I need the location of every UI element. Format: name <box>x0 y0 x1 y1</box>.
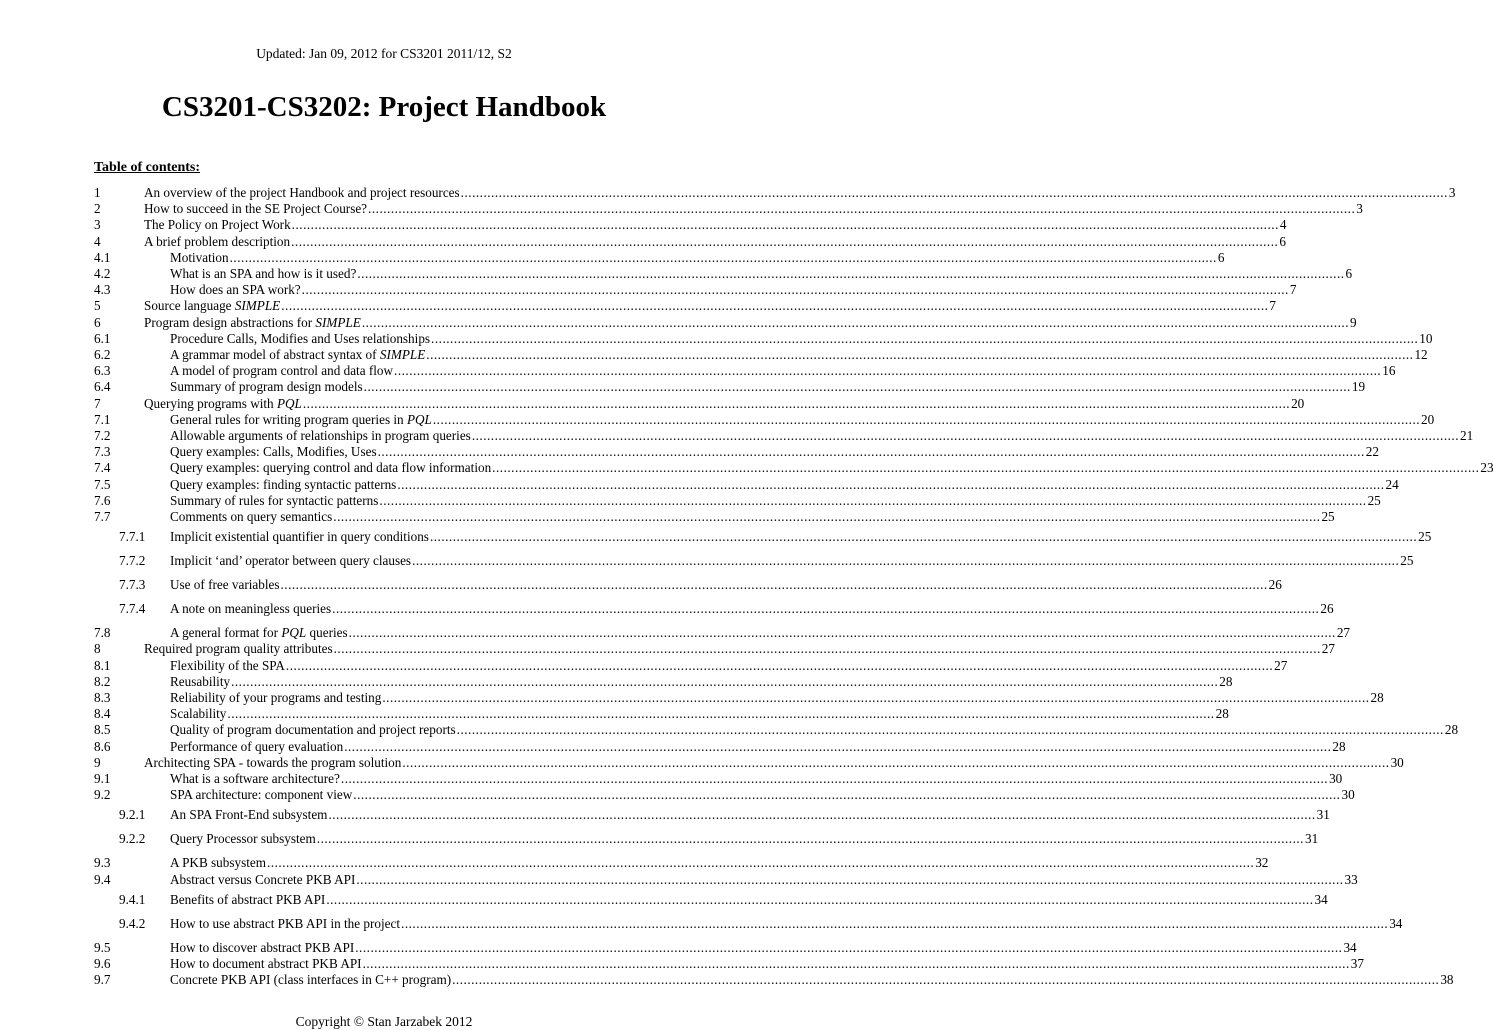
toc-entry-line <box>170 411 1435 428</box>
toc-entry-title: Abstract versus Concrete PKB API <box>170 871 356 887</box>
toc-entry-title: How does an SPA work? <box>170 282 301 298</box>
page-title: CS3201-CS3202: Project Handbook <box>161 91 607 123</box>
toc-entry-title: Reliability of your programs and testing <box>170 690 382 705</box>
toc-leader-dots: .................................................................................................................................................................................................................................................................... <box>328 807 1316 823</box>
toc-entry-number: 7.8 <box>94 625 111 641</box>
toc-page-number: 30 <box>1341 787 1355 803</box>
toc-page-number: 33 <box>1344 871 1358 887</box>
toc-entry-title: How to document abstract PKB API <box>170 956 362 971</box>
toc-entry-number: 4.2 <box>94 266 111 281</box>
toc-entry-title: Concrete PKB API (class interfaces in C++ program) <box>170 972 452 988</box>
toc-entry-title: SPA architecture: component view <box>170 787 353 803</box>
toc-leader-dots: .................................................................................................................................................................................................................................................................... <box>492 460 1480 476</box>
toc-entry-title: The Policy on Project Work <box>144 217 291 233</box>
toc-entry-number: 9.3 <box>94 855 111 871</box>
toc-entry-title: Procedure Calls, Modifies and Uses relationships <box>170 330 431 346</box>
toc-page-number: 30 <box>1329 771 1343 786</box>
toc-entry-title: Quality of program documentation and project reports <box>170 722 456 738</box>
toc-page-number: 28 <box>1215 706 1229 722</box>
toc-page-number: 10 <box>1419 330 1433 346</box>
toc-entry-number: 4.1 <box>94 249 111 265</box>
toc-entry-title: Implicit ‘and’ operator between query clauses <box>170 553 412 569</box>
toc-entry-title: A brief problem description <box>144 233 291 249</box>
toc-leader-dots: .................................................................................................................................................................................................................................................................... <box>412 553 1400 569</box>
toc-page-number: 24 <box>1385 476 1399 492</box>
toc-leader-dots: .................................................................................................................................................................................................................................................................... <box>340 771 1329 786</box>
toc-entry-number: 9.5 <box>94 939 111 955</box>
toc-entry-number: 9.2.1 <box>119 807 146 823</box>
toc-entry-number: 8.5 <box>94 722 111 738</box>
toc-entry-title: Query examples: finding syntactic patterns <box>170 476 397 492</box>
toc-entry-number: 7.6 <box>94 492 111 508</box>
toc-page-number: 12 <box>1414 347 1428 362</box>
toc-leader-dots: .................................................................................................................................................................................................................................................................... <box>379 492 1367 508</box>
toc-entry-title: A grammar model of abstract syntax of SIMPLE <box>170 347 426 362</box>
toc-entry-title: Comments on query semantics <box>170 509 333 524</box>
toc-page-number: 34 <box>1343 939 1357 955</box>
toc-entry-line <box>170 577 1282 593</box>
toc-entry-title: A PKB subsystem <box>170 855 266 871</box>
toc-page-number: 9 <box>1350 314 1357 330</box>
toc-entry-number: 4 <box>94 233 101 249</box>
toc-page-number: 28 <box>1444 722 1459 738</box>
toc-entry-line <box>170 831 1319 847</box>
toc-entry-line <box>170 625 1351 641</box>
toc-entry-line <box>170 855 1269 871</box>
toc-entry-line <box>170 444 1379 460</box>
toc-entry-number: 1 <box>94 185 101 200</box>
toc-leader-dots: .................................................................................................................................................................................................................................................................... <box>394 363 1382 379</box>
toc-entry-number: 9.1 <box>94 771 111 786</box>
toc-entry-line <box>170 807 1330 823</box>
toc-entry-title: Scalability <box>170 706 227 722</box>
toc-entry-number: 8.4 <box>94 706 111 722</box>
toc-entry-number: 7.7.4 <box>119 601 146 617</box>
toc-entry-title: Source language SIMPLE <box>144 298 281 314</box>
toc-entry-line <box>170 972 1454 988</box>
toc-entry-title: Program design abstractions for SIMPLE <box>144 314 361 330</box>
toc-page-number: 20 <box>1291 395 1305 411</box>
toc-entry-title: How to succeed in the SE Project Course? <box>144 201 368 217</box>
toc-entry-number: 8.2 <box>94 673 111 689</box>
toc-leader-dots: .................................................................................................................................................................................................................................................................... <box>280 577 1268 593</box>
toc-entry-line <box>170 738 1346 755</box>
toc-entry-title: Summary of rules for syntactic patterns <box>170 492 379 508</box>
toc-entry-line <box>144 314 1357 331</box>
toc-entry-title: Performance of query evaluation <box>170 738 344 754</box>
toc-page-number: 3 <box>1448 185 1456 200</box>
toc-leader-dots: .................................................................................................................................................................................................................................................................... <box>231 673 1219 689</box>
toc-leader-dots: .................................................................................................................................................................................................................................................................... <box>426 347 1414 362</box>
toc-entry-line <box>170 529 1432 545</box>
toc-leader-dots: .................................................................................................................................................................................................................................................................... <box>429 529 1418 545</box>
toc-entry-line <box>170 787 1355 803</box>
toc-entry-number: 9.4.2 <box>119 915 146 931</box>
toc-leader-dots: .................................................................................................................................................................................................................................................................... <box>332 601 1320 617</box>
toc-entry-title: Query Processor subsystem <box>170 831 316 847</box>
toc-page-number: 32 <box>1255 855 1269 871</box>
toc-leader-dots: .................................................................................................................................................................................................................................................................... <box>302 395 1291 411</box>
toc-leader-dots: .................................................................................................................................................................................................................................................................... <box>281 298 1269 314</box>
toc-page-number: 6 <box>1345 266 1353 281</box>
toc-leader-dots: .................................................................................................................................................................................................................................................................... <box>362 956 1350 971</box>
toc-entry-number: 7.1 <box>94 411 111 427</box>
toc-entry-title: An overview of the project Handbook and project resources <box>144 185 460 200</box>
toc-leader-dots: .................................................................................................................................................................................................................................................................... <box>229 249 1217 265</box>
toc-page-number: 26 <box>1268 577 1282 593</box>
toc-page-number: 19 <box>1351 379 1366 395</box>
toc-entry-line <box>144 217 1287 233</box>
toc-entry-line <box>170 771 1343 787</box>
toc-page-number: 31 <box>1304 831 1319 847</box>
toc-page-number: 37 <box>1350 956 1364 971</box>
toc-entry-number: 2 <box>94 201 101 217</box>
toc-leader-dots: .................................................................................................................................................................................................................................................................... <box>355 939 1343 955</box>
toc-page-number: 28 <box>1370 690 1384 705</box>
toc-page-number: 4 <box>1279 217 1287 233</box>
toc-entry-number: 9.4 <box>94 871 111 887</box>
toc-leader-dots: .................................................................................................................................................................................................................................................................... <box>456 722 1444 738</box>
toc-entry-number: 9.2 <box>94 787 111 803</box>
toc-entry-line <box>170 476 1399 493</box>
toc-entry-number: 6 <box>94 314 101 330</box>
toc-leader-dots: .................................................................................................................................................................................................................................................................... <box>333 509 1321 524</box>
toc-leader-dots: .................................................................................................................................................................................................................................................................... <box>432 411 1421 427</box>
toc-leader-dots: .................................................................................................................................................................................................................................................................... <box>452 972 1440 988</box>
toc-page-number: 31 <box>1316 807 1330 823</box>
toc-entry-title: Reusability <box>170 673 231 689</box>
toc-leader-dots: .................................................................................................................................................................................................................................................................... <box>267 855 1255 871</box>
toc-page-number: 38 <box>1440 972 1454 988</box>
toc-leader-dots: .................................................................................................................................................................................................................................................................... <box>316 831 1304 847</box>
toc-page-number: 20 <box>1421 411 1435 427</box>
toc-entry-line <box>170 690 1384 706</box>
toc-leader-dots: .................................................................................................................................................................................................................................................................... <box>291 233 1279 249</box>
toc-entry-number: 7.7.1 <box>119 529 146 545</box>
toc-leader-dots: .................................................................................................................................................................................................................................................................... <box>326 891 1314 907</box>
toc-page-number: 26 <box>1320 601 1334 617</box>
toc-leader-dots: .................................................................................................................................................................................................................................................................... <box>397 476 1385 492</box>
toc-leader-dots: .................................................................................................................................................................................................................................................................... <box>431 330 1419 346</box>
toc-entry-line <box>170 891 1328 908</box>
toc-entry-title: How to discover abstract PKB API <box>170 939 355 955</box>
toc-page-number: 3 <box>1356 201 1363 217</box>
toc-entry-title: Query examples: Calls, Modifies, Uses <box>170 444 377 460</box>
toc-page-number: 6 <box>1279 233 1286 249</box>
toc-entry-line <box>144 233 1286 250</box>
toc-entry-title: Summary of program design models <box>170 379 363 395</box>
toc-entry-line <box>170 282 1297 298</box>
toc-leader-dots: .................................................................................................................................................................................................................................................................... <box>382 690 1370 705</box>
toc-entry-title: A model of program control and data flow <box>170 363 394 379</box>
toc-entry-number: 7.5 <box>94 476 111 492</box>
toc-entry-line <box>170 460 1494 476</box>
toc-entry-line <box>170 722 1459 738</box>
toc-entry-title: General rules for writing program queries in PQL <box>170 411 432 427</box>
toc-entry-line <box>170 330 1433 347</box>
toc-entry-line <box>170 509 1335 525</box>
toc-entry-line <box>170 601 1334 617</box>
toc-page-number: 16 <box>1382 363 1396 379</box>
toc-entry-number: 9 <box>94 754 101 770</box>
toc-entry-line <box>170 673 1233 690</box>
toc-entry-line <box>170 363 1396 379</box>
toc-entry-number: 7.7.3 <box>119 577 146 593</box>
toc-page-number: 25 <box>1400 553 1414 569</box>
toc-entry-line <box>144 298 1277 314</box>
toc-page-number: 34 <box>1314 891 1328 907</box>
toc-page-number: 25 <box>1418 529 1432 545</box>
toc-entry-line <box>170 706 1229 722</box>
toc-entry-number: 7.2 <box>94 428 111 443</box>
toc-entry-title: A general format for PQL queries <box>170 625 348 641</box>
toc-entry-number: 7.7 <box>94 509 111 524</box>
toc-entry-title: How to use abstract PKB API in the project <box>170 915 401 931</box>
toc-leader-dots: .................................................................................................................................................................................................................................................................... <box>353 787 1341 803</box>
toc-leader-dots: .................................................................................................................................................................................................................................................................... <box>402 754 1390 770</box>
toc-entry-number: 4.3 <box>94 282 111 298</box>
toc-entry-title: Query examples: querying control and data flow information <box>170 460 492 476</box>
toc-entry-title: Benefits of abstract PKB API <box>170 891 326 907</box>
toc-page-number: 34 <box>1389 915 1403 931</box>
toc-entry-title: Flexibility of the SPA <box>170 657 285 673</box>
toc-entry-title: What is an SPA and how is it used? <box>170 266 357 281</box>
toc-entry-number: 7 <box>94 395 101 411</box>
toc-page-number: 7 <box>1289 282 1297 298</box>
toc-entry-number: 6.2 <box>94 347 111 362</box>
toc-entry-title: Use of free variables <box>170 577 280 593</box>
toc-entry-number: 9.6 <box>94 956 111 971</box>
toc-entry-line <box>170 266 1353 282</box>
toc-entry-number: 7.7.2 <box>119 553 146 569</box>
copyright-footer: Copyright © Stan Jarzabek 2012 <box>295 1014 473 1029</box>
toc-page-number: 6 <box>1217 249 1225 265</box>
toc-leader-dots: .................................................................................................................................................................................................................................................................... <box>361 314 1350 330</box>
toc-leader-dots: .................................................................................................................................................................................................................................................................... <box>356 871 1344 887</box>
toc-leader-dots: .................................................................................................................................................................................................................................................................... <box>460 185 1448 200</box>
toc-page-number: 7 <box>1269 298 1277 314</box>
updated-note: Updated: Jan 09, 2012 for CS3201 2011/12, S2 <box>256 46 512 61</box>
toc-entry-number: 8.6 <box>94 738 111 754</box>
toc-entry-line <box>170 915 1403 932</box>
toc-page-number: 27 <box>1321 641 1335 657</box>
toc-page-number: 23 <box>1480 460 1494 476</box>
toc-entry-number: 9.7 <box>94 972 111 988</box>
toc-entry-title: Motivation <box>170 249 229 265</box>
toc-entry-line <box>170 428 1474 444</box>
toc-entry-title: Querying programs with PQL <box>144 395 302 411</box>
toc-entry-line <box>170 249 1225 266</box>
toc-entry-line <box>170 871 1358 888</box>
toc-entry-line <box>170 492 1381 509</box>
toc-entry-number: 6.3 <box>94 363 111 379</box>
toc-leader-dots: .................................................................................................................................................................................................................................................................... <box>363 379 1351 395</box>
toc-entry-number: 3 <box>94 217 101 233</box>
toc-entry-number: 8 <box>94 641 101 657</box>
toc-leader-dots: .................................................................................................................................................................................................................................................................... <box>401 915 1389 931</box>
toc-leader-dots: .................................................................................................................................................................................................................................................................... <box>357 266 1345 281</box>
toc-entry-line <box>144 395 1305 412</box>
toc-leader-dots: .................................................................................................................................................................................................................................................................... <box>348 625 1336 641</box>
toc-entry-title: Architecting SPA - towards the program solution <box>144 754 402 770</box>
toc-leader-dots: .................................................................................................................................................................................................................................................................... <box>471 428 1459 443</box>
toc-entry-title: A note on meaningless queries <box>170 601 332 617</box>
toc-entry-title: Allowable arguments of relationships in program queries <box>170 428 471 443</box>
toc-entry-title: What is a software architecture? <box>170 771 340 786</box>
toc-entry-title: Required program quality attributes <box>144 641 333 657</box>
toc-leader-dots: .................................................................................................................................................................................................................................................................... <box>344 738 1332 754</box>
toc-entry-number: 5 <box>94 298 101 314</box>
toc-entry-line <box>170 553 1414 569</box>
toc-leader-dots: .................................................................................................................................................................................................................................................................... <box>377 444 1365 460</box>
toc-entry-number: 6.1 <box>94 330 111 346</box>
toc-entry-number: 7.4 <box>94 460 111 476</box>
toc-entry-line <box>170 657 1288 674</box>
toc-page-number: 25 <box>1321 509 1335 524</box>
toc-page-number: 28 <box>1332 738 1346 754</box>
toc-entry-line <box>144 185 1456 201</box>
toc-entry-line <box>170 347 1428 363</box>
toc-page-number: 25 <box>1367 492 1381 508</box>
toc-entry-line <box>144 754 1404 771</box>
toc-entry-line <box>170 956 1364 972</box>
toc-entry-number: 7.3 <box>94 444 111 460</box>
toc-entry-title: Implicit existential quantifier in query conditions <box>170 529 429 545</box>
toc-entry-number: 6.4 <box>94 379 111 395</box>
toc-page-number: 21 <box>1460 428 1474 443</box>
toc-page-number: 27 <box>1336 625 1351 641</box>
toc-entry-line <box>144 201 1363 217</box>
toc-entry-line <box>170 939 1357 956</box>
toc-entry-line <box>170 379 1366 395</box>
toc-entry-number: 8.1 <box>94 657 111 673</box>
toc-heading: Table of contents: <box>94 160 201 175</box>
toc-entry-number: 8.3 <box>94 690 111 705</box>
toc-page-number: 28 <box>1219 673 1233 689</box>
toc-entry-title: An SPA Front-End subsystem <box>170 807 328 823</box>
toc-leader-dots: .................................................................................................................................................................................................................................................................... <box>227 706 1215 722</box>
toc-leader-dots: .................................................................................................................................................................................................................................................................... <box>285 657 1274 673</box>
toc-entry-line <box>144 641 1335 657</box>
toc-leader-dots: .................................................................................................................................................................................................................................................................... <box>368 201 1356 217</box>
toc-leader-dots: .................................................................................................................................................................................................................................................................... <box>291 217 1279 233</box>
toc-page-number: 22 <box>1365 444 1379 460</box>
toc-leader-dots: .................................................................................................................................................................................................................................................................... <box>301 282 1289 298</box>
toc-entry-number: 9.2.2 <box>119 831 146 847</box>
toc-entry-number: 9.4.1 <box>119 891 146 907</box>
toc-leader-dots: .................................................................................................................................................................................................................................................................... <box>333 641 1321 657</box>
toc-page-number: 30 <box>1390 754 1404 770</box>
toc-page-number: 27 <box>1274 657 1288 673</box>
